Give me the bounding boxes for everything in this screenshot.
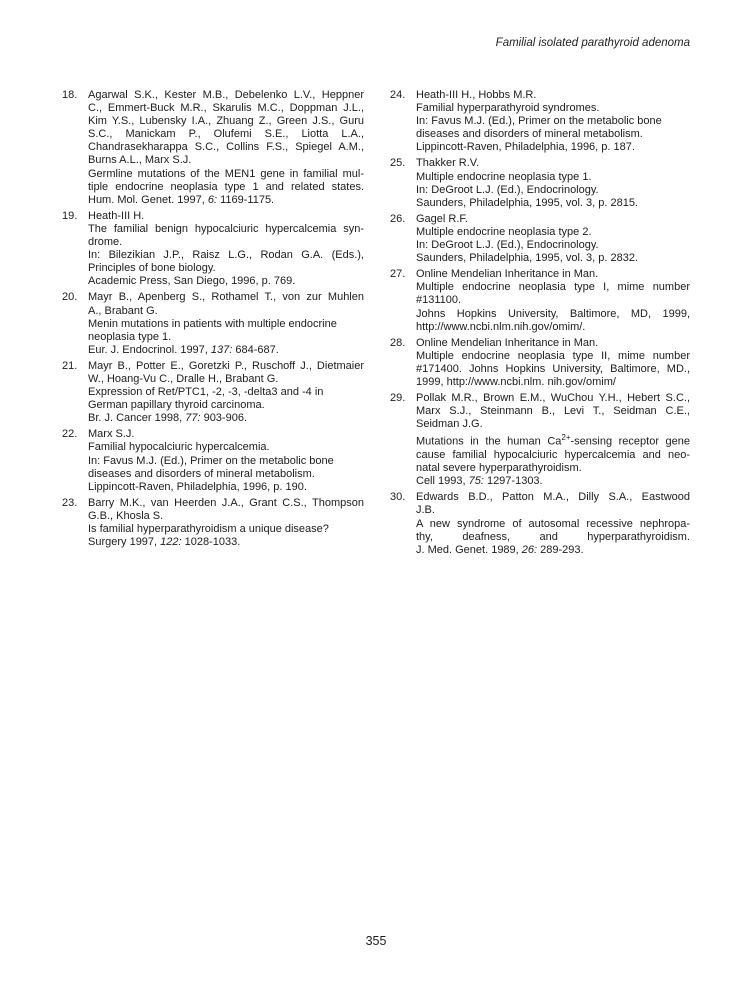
- reference-item: [390, 268, 690, 333]
- reference-item: [62, 89, 364, 207]
- reference-line: S.C., Manickam P., Olufemi S.E., Liotta L.A.,: [88, 128, 364, 141]
- reference-line: C., Emmert-Buck M.R., Skarulis M.C., Doppman J.L.,: [88, 102, 364, 115]
- reference-line: Heath-III H., Hobbs M.R.: [416, 89, 537, 101]
- reference-number: 22.: [62, 428, 78, 441]
- reference-number: 25.: [390, 157, 406, 170]
- reference-line: Heath-III H.: [88, 209, 145, 222]
- reference-line: Hum. Mol. Genet. 1997, 6: 1169-1175.: [88, 193, 275, 206]
- reference-line: Lippincott-Raven, Philadelphia, 1996, p. 187.: [416, 141, 635, 154]
- references-column-left: [62, 89, 364, 552]
- reference-line: diseases and disorders of mineral metabolism.: [416, 128, 643, 141]
- reference-line: Multiple endocrine neoplasia type II, mime number: [416, 349, 690, 362]
- reference-item: [62, 497, 364, 549]
- reference-line: #171400. Johns Hopkins University, Baltimore, MD.,: [416, 362, 690, 375]
- reference-line: Edwards B.D., Patton M.A., Dilly S.A., Eastwood: [416, 491, 690, 504]
- reference-line: A new syndrome of autosomal recessive nephropa-: [416, 517, 690, 530]
- reference-line: Pollak M.R., Brown E.M., WuChou Y.H., Hebert S.C.,: [416, 392, 690, 405]
- reference-line: Agarwal S.K., Kester M.B., Debelenko L.V., Heppner: [88, 89, 364, 101]
- reference-line: Eur. J. Endocrinol. 1997, 137: 684-687.: [88, 343, 279, 356]
- reference-number: 29.: [390, 392, 406, 405]
- reference-line: Cell 1993, 75: 1297-1303.: [416, 475, 543, 488]
- reference-line: neoplasia type 1.: [88, 330, 172, 343]
- reference-number: 28.: [390, 336, 406, 349]
- reference-item: [390, 89, 690, 154]
- reference-line: Surgery 1997, 122: 1028-1033.: [88, 536, 241, 549]
- reference-line: The familial benign hypocalciuric hypercalcemia syn-: [88, 222, 364, 235]
- reference-line: Chandrasekharappa S.C., Collins F.S., Spiegel A.M.,: [88, 141, 364, 154]
- reference-line: Saunders, Philadelphia, 1995, vol. 3, p. 2832.: [416, 252, 638, 265]
- reference-line: Mayr B., Potter E., Goretzki P., Ruschoff J., Dietmaier: [88, 359, 364, 372]
- reference-number: 21.: [62, 359, 78, 372]
- reference-line: 1999, http://www.ncbi.nlm. nih.gov/omim/: [416, 375, 616, 388]
- reference-line: Familial hypocalciuric hypercalcemia.: [88, 441, 270, 454]
- reference-line: In: Bilezikian J.P., Raisz L.G., Rodan G.A. (Eds.),: [88, 249, 364, 262]
- reference-item: [390, 491, 690, 556]
- reference-line: Gagel R.F.: [416, 212, 468, 225]
- reference-line: Online Mendelian Inheritance in Man.: [416, 336, 599, 349]
- reference-line: In: Favus M.J. (Ed.), Primer on the metabolic bone: [416, 115, 662, 128]
- reference-number: 24.: [390, 89, 406, 101]
- reference-item: [390, 392, 690, 488]
- reference-line: Burns A.L., Marx S.J.: [88, 154, 192, 167]
- reference-line: W., Hoang-Vu C., Dralle H., Brabant G.: [88, 372, 279, 385]
- reference-line: cause familial hypocalciuric hypercalcemia and neo-: [416, 449, 690, 462]
- reference-line: In: DeGroot L.J. (Ed.), Endocrinology.: [416, 239, 599, 252]
- reference-line: diseases and disorders of mineral metabolism.: [88, 467, 315, 480]
- reference-number: 20.: [62, 291, 78, 304]
- reference-line: Saunders, Philadelphia, 1995, vol. 3, p. 2815.: [416, 196, 638, 209]
- reference-line: Mutations in the human $Ca^{2+}$-sensing receptor gene: [416, 433, 690, 448]
- reference-number: 19.: [62, 209, 78, 222]
- reference-item: [390, 213, 690, 265]
- reference-line: Expression of Ret/PTC1, -2, -3, -delta3 and -4 in: [88, 386, 324, 399]
- reference-line: Thakker R.V.: [416, 157, 480, 170]
- reference-item: [62, 360, 364, 425]
- reference-line: In: DeGroot L.J. (Ed.), Endocrinology.: [416, 183, 599, 196]
- reference-line: Marx S.J., Steinmann B., Levi T., Seidman C.E.,: [416, 405, 690, 418]
- reference-line: Barry M.K., van Heerden J.A., Grant C.S., Thompson: [88, 496, 364, 509]
- reference-line: In: Favus M.J. (Ed.), Primer on the metabolic bone: [88, 454, 334, 467]
- reference-line: thy, deafness, and hyperparathyroidism.: [416, 530, 690, 543]
- reference-line: J. Med. Genet. 1989, 26: 289-293.: [416, 543, 584, 556]
- reference-line: #131100.: [416, 294, 462, 307]
- reference-line: Br. J. Cancer 1998, 77: 903-906.: [88, 412, 247, 425]
- reference-line: Menin mutations in patients with multiple endocrine: [88, 317, 337, 330]
- reference-line: Multiple endocrine neoplasia type I, mime number: [416, 281, 690, 294]
- reference-line: Johns Hopkins University, Baltimore, MD, 1999,: [416, 307, 690, 320]
- reference-number: 23.: [62, 496, 78, 509]
- reference-line: http://www.ncbi.nlm.nih.gov/omim/.: [416, 320, 586, 333]
- reference-line: Lippincott-Raven, Philadelphia, 1996, p. 190.: [88, 480, 307, 493]
- reference-line: Familial hyperparathyroid syndromes.: [416, 102, 600, 115]
- reference-line: G.B., Khosla S.: [88, 509, 164, 522]
- reference-line: tiple endocrine neoplasia type 1 and related states.: [88, 180, 364, 193]
- reference-number: 26.: [390, 212, 406, 225]
- running-head: Familial isolated parathyroid adenoma: [495, 37, 690, 49]
- reference-item: [390, 337, 690, 389]
- reference-line: Academic Press, San Diego, 1996, p. 769.: [88, 275, 296, 288]
- reference-number: 18.: [62, 89, 78, 101]
- reference-line: Is familial hyperparathyroidism a unique disease?: [88, 523, 329, 535]
- reference-item: [62, 291, 364, 356]
- reference-item: [390, 157, 690, 209]
- reference-line: Germline mutations of the MEN1 gene in familial mul-: [88, 167, 364, 180]
- reference-line: J.B.: [416, 504, 435, 517]
- reference-item: [62, 428, 364, 493]
- references-column-right: [390, 89, 690, 560]
- page-number: 355: [365, 934, 387, 948]
- reference-number: 30.: [390, 491, 406, 504]
- reference-line: Marx S.J.: [88, 428, 135, 441]
- reference-line: Online Mendelian Inheritance in Man.: [416, 268, 599, 281]
- reference-item: [62, 210, 364, 289]
- reference-line: natal severe hyperparathyroidism.: [416, 462, 582, 475]
- reference-line: Multiple endocrine neoplasia type 2.: [416, 225, 592, 238]
- reference-line: Seidman J.G.: [416, 418, 483, 431]
- reference-line: German papillary thyroid carcinoma.: [88, 399, 265, 412]
- reference-line: Principles of bone biology.: [88, 262, 216, 275]
- reference-line: A., Brabant G.: [88, 304, 158, 317]
- reference-line: drome.: [88, 236, 123, 249]
- reference-number: 27.: [390, 268, 406, 281]
- reference-line: Kim Y.S., Lubensky I.A., Zhuang Z., Green J.S., Guru: [88, 115, 364, 128]
- reference-line: Multiple endocrine neoplasia type 1.: [416, 170, 592, 183]
- reference-line: Mayr B., Apenberg S., Rothamel T., von zur Muhlen: [88, 291, 364, 304]
